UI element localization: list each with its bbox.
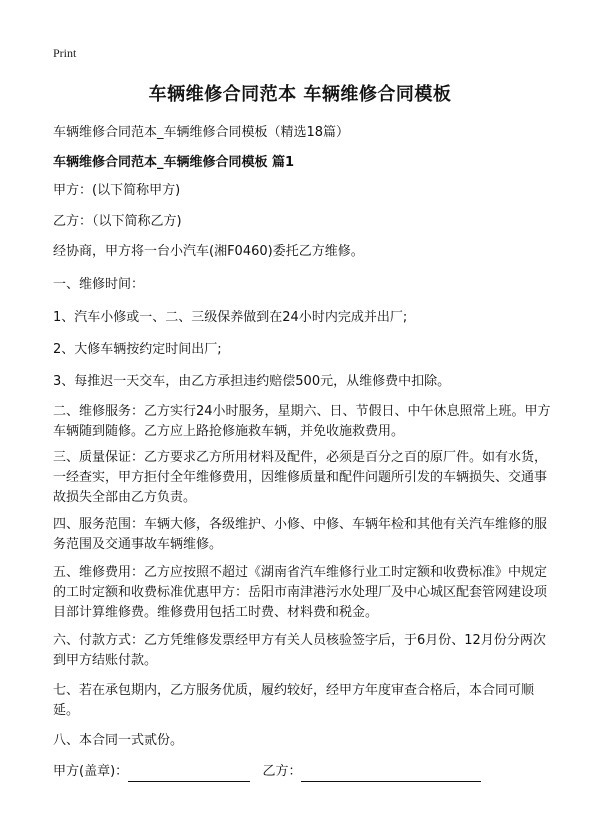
paragraph-clause-6: 六、付款方式：乙方凭维修发票经甲方有关人员核验签字后，于6月份、12月份分两次到甲方结账付款。 (53, 633, 546, 668)
paragraph-clause-5: 五、维修费用：乙方应按照不超过《湖南省汽车维修行业工时定额和收费标准》中规定的工时定额和收费标准优惠甲方：岳阳市南津港污水处理厂及中心城区配套管网建设项目部计算维修费。维修费用包括工时费、材料费和税金。 (53, 565, 548, 620)
paragraph-clause-1-item-3: 3、每推迟一天交车，由乙方承担违约赔偿500元，从维修费中扣除。 (53, 374, 451, 389)
paragraph-clause-1-item-1: 1、汽车小修或一、二、三级保养做到在24小时内完成并出厂; (53, 310, 408, 325)
signature-row (53, 762, 553, 782)
paragraph-clause-8: 八、本合同一式贰份。 (53, 733, 184, 748)
party-a-signature-label: 甲方(盖章)： (53, 764, 129, 779)
paragraph-clause-3: 三、质量保证：乙方要求乙方所用材料及配件，必须是百分之百的原厂件。如有水货，一经查实，甲方拒付全年维修费用，因维修质量和配件问题所引发的车辆损失、交通事故损失全部由乙方负责。 (53, 450, 548, 505)
paragraph-clause-4: 四、服务范围：车辆大修，各级维护、小修、中修、车辆年检和其他有关汽车维修的服务范围及交通事故车辆维修。 (53, 517, 548, 552)
section-heading: 车辆维修合同范本_车辆维修合同模板 篇1 (53, 155, 295, 170)
paragraph-party-a: 甲方：(以下简称甲方) (53, 183, 181, 198)
party-b-signature-label: 乙方： (262, 764, 302, 779)
party-a-signature-line (128, 767, 250, 782)
page-subtitle: 车辆维修合同范本_车辆维修合同模板（精选18篇） (53, 125, 350, 140)
party-b-signature-line (301, 767, 481, 782)
paragraph-clause-7: 七、若在承包期内，乙方服务优质，履约较好，经甲方年度审查合格后，本合同可顺延。 (53, 683, 535, 718)
paragraph-clause-1-item-2: 2、大修车辆按约定时间出厂; (53, 342, 222, 357)
page-title: 车辆维修合同范本 车辆维修合同模板 (148, 84, 452, 105)
print-link[interactable]: Print (53, 46, 77, 60)
paragraph-intro: 经协商，甲方将一台小汽车(湘F0460)委托乙方维修。 (53, 244, 364, 259)
paragraph-clause-2: 二、维修服务：乙方实行24小时服务，星期六、日、节假日、中午休息照常上班。甲方车辆随到随修。乙方应上路抢修施救车辆，并免收施救费用。 (53, 404, 551, 439)
paragraph-party-b: 乙方：（以下简称乙方) (53, 214, 182, 229)
paragraph-clause-1-heading: 一、维修时间： (53, 277, 145, 292)
